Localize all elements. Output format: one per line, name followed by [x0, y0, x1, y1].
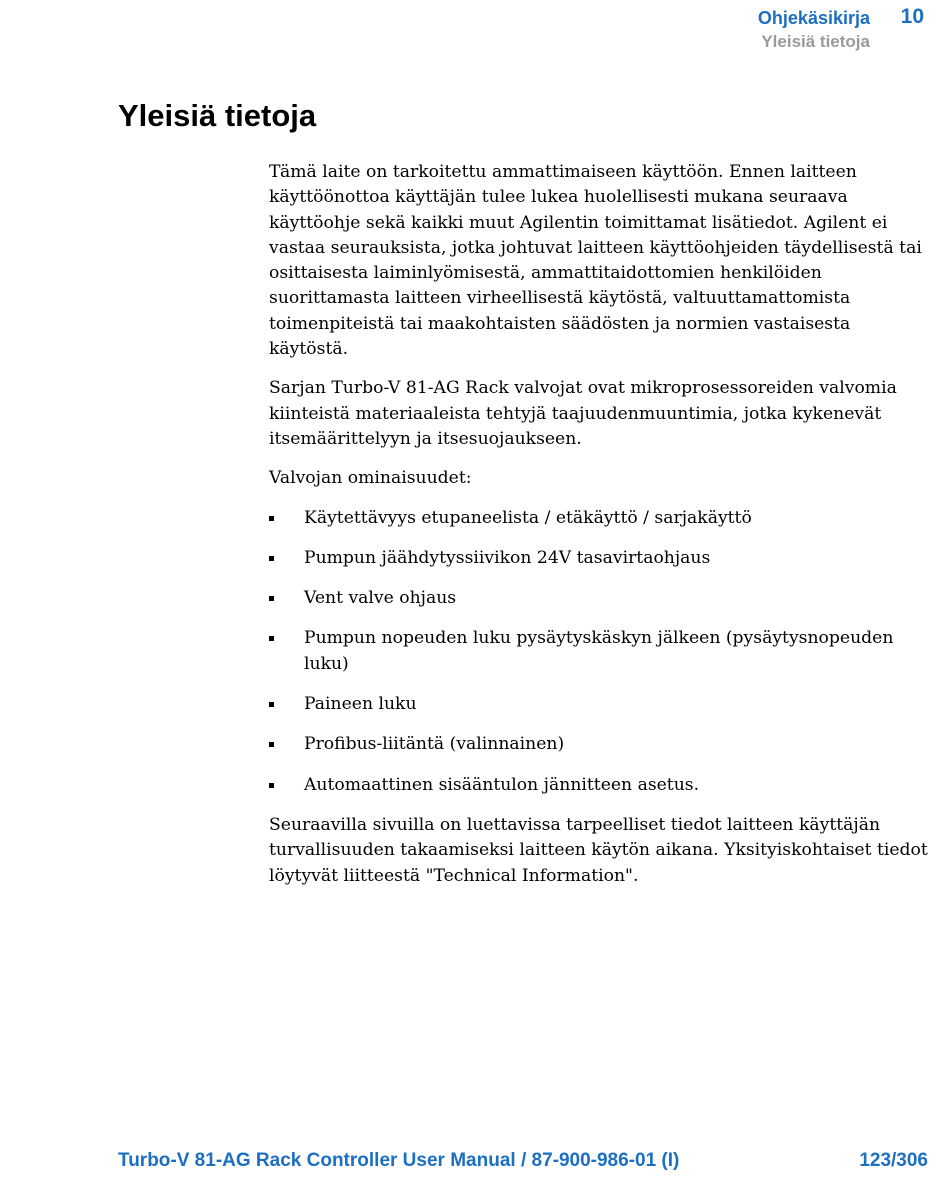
list-item — [269, 506, 931, 531]
list-item-text: Vent valve ohjaus — [304, 588, 457, 609]
footer-document-title: Turbo-V 81-AG Rack Controller User Manual / 87-900-986-01 (I) — [118, 1150, 680, 1171]
list-item-text: Profibus-liitäntä (valinnainen) — [304, 734, 565, 755]
controller-description-paragraph: Sarjan Turbo-V 81-AG Rack valvojat ovat mikroprosessoreiden valvomia kiinteistä materiaaleista tehtyjä taajuudenmuuntimia, jotka kykenevät itsemäärittelyyn ja itsesuojaukseen. — [269, 378, 897, 449]
footer-page-number: 123/306 — [859, 1150, 928, 1171]
list-item — [269, 546, 931, 571]
features-heading: Valvojan ominaisuudet: — [269, 468, 472, 489]
list-item-text: Pumpun jäähdytyssiivikon 24V tasavirtaohjaus — [304, 547, 711, 568]
list-item-text: Automaattinen sisääntulon jännitteen asetus. — [304, 774, 700, 795]
feature-list — [269, 506, 931, 798]
list-item — [269, 773, 931, 798]
header-chapter-title: Ohjekäsikirja — [757, 8, 870, 28]
list-item — [269, 692, 931, 717]
intro-paragraph: Tämä laite on tarkoitettu ammattimaiseen käyttöön. Ennen laitteen käyttöönottoa käyttäjän tulee lukea huolellisesti mukana seuraava käyttöohje sekä kaikki muut Agilentin toimittamat lisätiedot. Agilent ei vastaa seurauksista, jotka johtuvat laitteen käyttöohjeiden täydellisestä tai osittaisesta laiminlyömisestä, ammattitaidottomien henkilöiden suorittamasta laitteen virheellisestä käytöstä, valtuuttamattomista toimenpiteistä tai maakohtaisten säädösten ja normien vastaisesta käytöstä. — [269, 162, 922, 360]
header-chapter-number: 10 — [900, 5, 924, 28]
bullet-icon — [269, 702, 274, 707]
list-item — [269, 732, 931, 757]
page-title: Yleisiä tietoja — [118, 98, 317, 133]
bullet-icon — [269, 596, 274, 601]
bullet-icon — [269, 783, 274, 788]
list-item-text: Paineen luku — [304, 694, 417, 715]
list-item-text: Käytettävyys etupaneelista / etäkäyttö / sarjakäyttö — [304, 507, 752, 528]
header-section-title: Yleisiä tietoja — [761, 32, 870, 51]
list-item — [269, 586, 931, 611]
list-item — [269, 626, 931, 677]
bullet-icon — [269, 636, 274, 641]
bullet-icon — [269, 516, 274, 521]
running-header — [524, 4, 924, 54]
list-item-text: Pumpun nopeuden luku pysäytyskäskyn jälkeen (pysäytysnopeuden luku) — [304, 628, 894, 674]
bullet-icon — [269, 556, 274, 561]
closing-paragraph: Seuraavilla sivuilla on luettavissa tarpeelliset tiedot laitteen käyttäjän turvallisuuden takaamiseksi laitteen käytön aikana. Yksityiskohtaiset tiedot löytyvät liitteestä "Technical Information". — [269, 814, 928, 886]
main-content — [269, 160, 931, 903]
bullet-icon — [269, 742, 274, 747]
